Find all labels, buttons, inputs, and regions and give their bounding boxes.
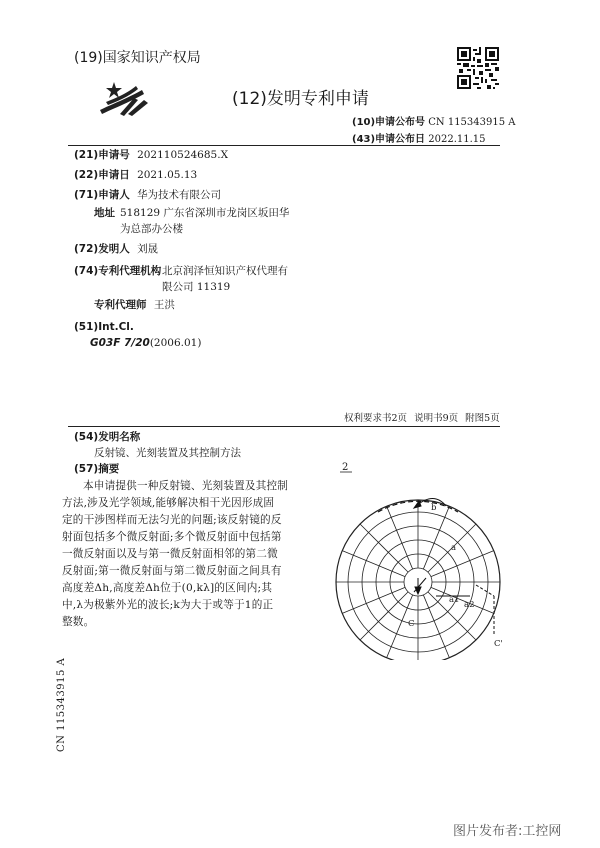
radial-line [360,592,408,640]
abstract-line: 高度差Δh,高度差Δh位于(0,kλ]的区间内;其 [62,582,273,594]
radial-line [431,551,494,577]
figure-ref-number: 2 [342,462,349,473]
agent-label: 专利代理师 [94,299,147,311]
application-number-row [74,148,228,163]
label-c: C [408,619,415,629]
qr-code [457,47,499,89]
filing-date-label: (22)申请日 [74,169,130,181]
radial-line [423,595,449,658]
abstract-line: 反射面;第一微反射面与第二微反射面之间具有 [62,565,282,577]
int-cl-label: (51)Int.Cl. [74,321,134,333]
agency-line-1: 北京润泽恒知识产权代理有 [162,265,288,277]
filing-date-row [74,168,197,183]
radial-line [423,506,449,569]
header-divider [68,145,500,146]
patent-office-name: (19)国家知识产权局 [74,50,201,66]
address-label: 地址 [94,207,115,219]
mirror-figure [318,460,518,660]
publication-number-label: (10)申请公布号 [352,117,426,128]
application-number-label: (21)申请号 [74,149,130,161]
inventor: 刘晟 [137,243,159,255]
invention-title: 反射镜、光刻装置及其控制方法 [94,447,241,459]
cnipa-logo-icon [98,80,154,116]
radial-line [431,587,494,613]
application-number: 202110524685.X [137,149,229,161]
label-a: a [451,543,457,553]
publication-number-row [352,113,516,128]
agent-row [94,298,175,313]
publication-number: CN 115343915 A [428,117,516,128]
abstract-line: 整数。 [62,616,95,628]
label-c-prime: C' [494,639,503,649]
agency-line-2: 限公司 11319 [162,281,231,293]
radial-line [387,506,413,569]
label-b: b [431,503,437,513]
radial-line [360,524,408,572]
summary-divider [68,426,500,427]
applicant-label: (71)申请人 [74,189,130,201]
applicant-row [74,188,221,203]
document-type-title: (12)发明专利申请 [232,89,369,109]
abstract-line: 一微反射面以及与第一微反射面相邻的第二微 [62,548,278,560]
radial-line [342,551,405,577]
address-line-1: 518129 广东省深圳市龙岗区坂田华 [120,207,290,219]
abstract-label: (57)摘要 [74,463,120,475]
abstract-line: 本申请提供一种反射镜、光刻装置及其控制 [83,480,289,492]
watermark: 图片发布者:工控网 [453,824,562,839]
side-publication-number: CN 115343915 A [56,657,67,752]
applicant: 华为技术有限公司 [137,189,222,201]
inventor-label: (72)发明人 [74,243,130,255]
publication-date-row [352,130,486,145]
address-line-2: 为总部办公楼 [120,223,183,235]
filing-date: 2021.05.13 [137,169,198,181]
label-a2: a2 [464,600,475,610]
label-a1: a1 [449,595,460,605]
int-cl-row [90,336,201,351]
inventor-row [74,242,158,257]
abstract-line: 射面包括多个微反射面;多个微反射面中包括第 [62,531,282,543]
int-cl-code: G03F 7/20 [90,337,150,349]
abstract-line: 中,λ为极紫外光的波长;k为大于或等于1的正 [62,599,274,611]
agency-label: (74)专利代理机构 [74,265,162,277]
agent: 王洪 [153,299,175,311]
publication-date: 2022.11.15 [428,134,486,145]
radial-line [342,587,405,613]
pages-summary: 权利要求书2页 说明书9页 附图5页 [344,413,500,424]
invention-title-label: (54)发明名称 [74,431,141,443]
publication-date-label: (43)申请公布日 [352,134,426,145]
abstract-text [62,478,298,631]
int-cl-year: (2006.01) [149,337,202,349]
abstract-line: 定的干涉图样而无法匀光的问题;该反射镜的反 [62,514,282,526]
abstract-line: 方法,涉及光学领域,能够解决相干光因形成固 [62,497,275,509]
